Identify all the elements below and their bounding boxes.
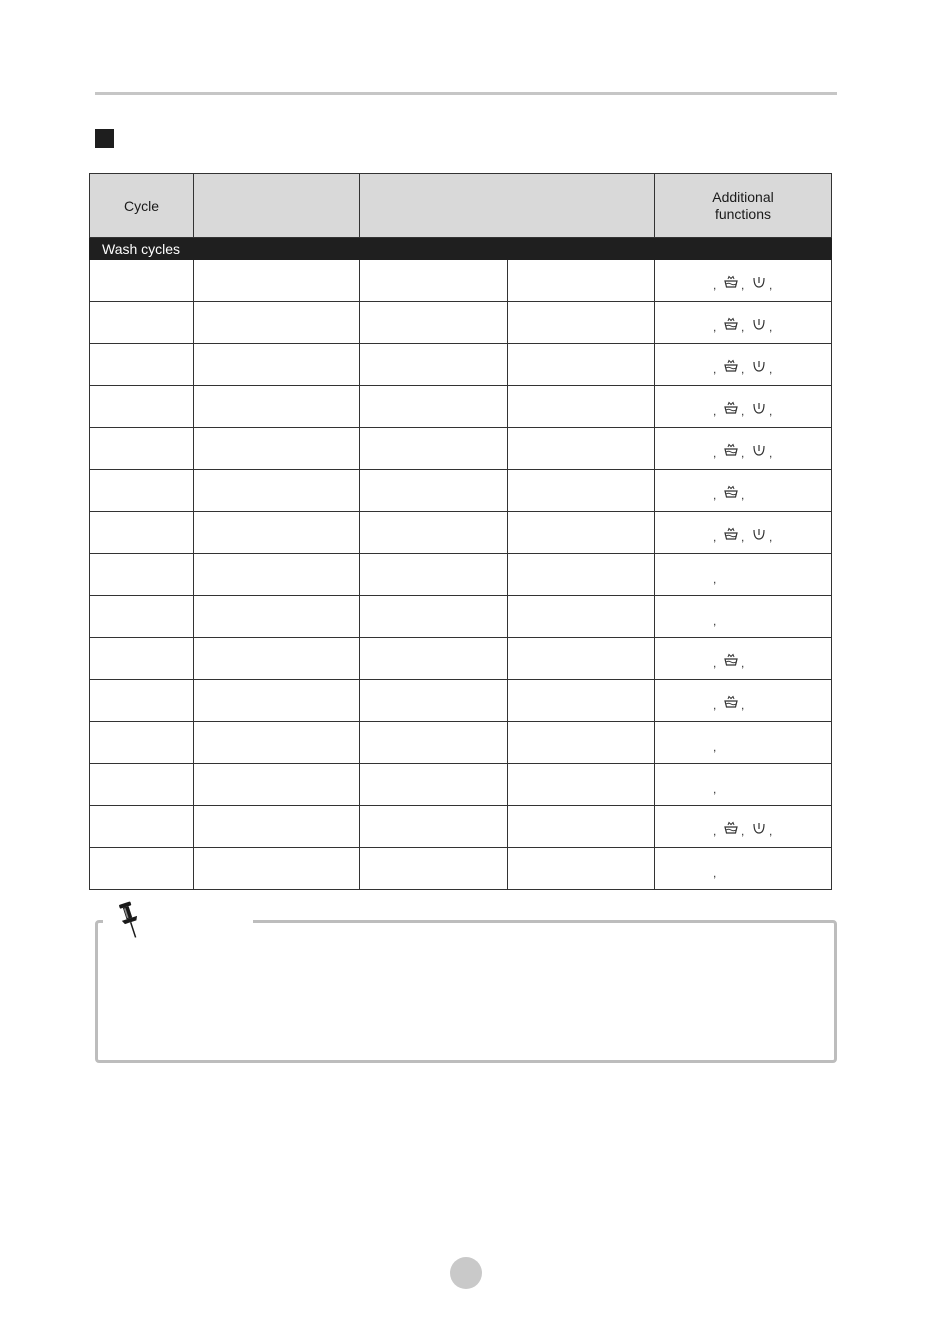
separator-comma: ,: [713, 782, 717, 796]
separator-comma: ,: [741, 362, 745, 376]
table-cell: [194, 806, 360, 848]
separator-comma: ,: [741, 656, 745, 670]
header-cycle: Cycle: [90, 174, 194, 238]
table-cell: [508, 386, 655, 428]
prewash-icon: [723, 401, 739, 415]
table-cell: [360, 722, 508, 764]
table-cell: [508, 848, 655, 890]
separator-comma: ,: [741, 278, 745, 292]
timer-icon: [751, 443, 767, 457]
table-cell: [508, 344, 655, 386]
prewash-icon: [723, 443, 739, 457]
table-cell: [194, 386, 360, 428]
separator-comma: ,: [741, 446, 745, 460]
section-row-wash-cycles: [90, 238, 832, 260]
additional-functions-cell: [655, 428, 832, 470]
table-row: [90, 344, 832, 386]
table-cell: [508, 596, 655, 638]
table-cell: [194, 848, 360, 890]
table-cell: [194, 428, 360, 470]
table-row: [90, 260, 832, 302]
prewash-icon: [723, 527, 739, 541]
table-row: [90, 764, 832, 806]
table-cell: [90, 344, 194, 386]
timer-icon: [751, 359, 767, 373]
table-row: [90, 386, 832, 428]
table-row: [90, 512, 832, 554]
separator-comma: ,: [741, 320, 745, 334]
section-marker-square: [95, 129, 114, 148]
table-cell: [360, 638, 508, 680]
table-cell: [90, 302, 194, 344]
separator-comma: ,: [713, 278, 717, 292]
table-cell: [508, 302, 655, 344]
table-cell: [508, 512, 655, 554]
table-cell: [360, 470, 508, 512]
additional-functions-cell: [655, 554, 832, 596]
timer-icon: [751, 821, 767, 835]
separator-comma: ,: [769, 320, 773, 334]
separator-comma: ,: [769, 362, 773, 376]
section-label: Wash cycles: [90, 238, 832, 260]
table-row: [90, 596, 832, 638]
table-cell: [90, 806, 194, 848]
timer-icon: [751, 317, 767, 331]
table-cell: [508, 554, 655, 596]
header-col2: [194, 174, 360, 238]
separator-comma: ,: [713, 866, 717, 880]
table-cell: [194, 722, 360, 764]
table-cell: [194, 512, 360, 554]
table-cell: [194, 344, 360, 386]
separator-comma: ,: [741, 824, 745, 838]
table-cell: [90, 722, 194, 764]
table-cell: [508, 722, 655, 764]
separator-comma: ,: [713, 698, 717, 712]
table-cell: [360, 428, 508, 470]
table-row: [90, 638, 832, 680]
separator-comma: ,: [713, 572, 717, 586]
table-cell: [360, 806, 508, 848]
table-cell: [90, 848, 194, 890]
additional-functions-cell: [655, 386, 832, 428]
separator-comma: ,: [713, 614, 717, 628]
table-row: [90, 722, 832, 764]
additional-functions-cell: [655, 596, 832, 638]
table-cell: [194, 596, 360, 638]
separator-comma: ,: [713, 656, 717, 670]
additional-functions-cell: [655, 764, 832, 806]
separator-comma: ,: [741, 530, 745, 544]
table-cell: [90, 596, 194, 638]
separator-comma: ,: [741, 698, 745, 712]
additional-functions-cell: [655, 722, 832, 764]
table-cell: [360, 554, 508, 596]
table-cell: [360, 680, 508, 722]
table-cell: [360, 512, 508, 554]
prewash-icon: [723, 485, 739, 499]
separator-comma: ,: [769, 278, 773, 292]
table-cell: [194, 680, 360, 722]
table-cell: [508, 764, 655, 806]
separator-comma: ,: [741, 404, 745, 418]
table-cell: [90, 764, 194, 806]
table-cell: [90, 638, 194, 680]
table-cell: [508, 428, 655, 470]
table-row: [90, 428, 832, 470]
table-cell: [508, 680, 655, 722]
table-cell: [508, 470, 655, 512]
separator-comma: ,: [713, 404, 717, 418]
additional-functions-cell: [655, 512, 832, 554]
header-additional-functions: Additional functions: [655, 174, 832, 238]
table-cell: [90, 470, 194, 512]
table-row: [90, 806, 832, 848]
header-col3: [360, 174, 655, 238]
table-cell: [194, 554, 360, 596]
program-table: [89, 173, 832, 890]
prewash-icon: [723, 821, 739, 835]
table-row: [90, 554, 832, 596]
separator-comma: ,: [769, 824, 773, 838]
separator-comma: ,: [713, 446, 717, 460]
table-cell: [360, 596, 508, 638]
additional-functions-cell: [655, 470, 832, 512]
prewash-icon: [723, 275, 739, 289]
table-cell: [90, 428, 194, 470]
table-cell: [194, 470, 360, 512]
table-cell: [90, 260, 194, 302]
separator-comma: ,: [713, 740, 717, 754]
additional-functions-cell: [655, 344, 832, 386]
page-number-circle: [450, 1257, 482, 1289]
additional-functions-cell: [655, 302, 832, 344]
table-cell: [360, 386, 508, 428]
additional-functions-cell: [655, 260, 832, 302]
timer-icon: [751, 275, 767, 289]
separator-comma: ,: [741, 488, 745, 502]
table-cell: [194, 764, 360, 806]
separator-comma: ,: [769, 530, 773, 544]
separator-comma: ,: [769, 404, 773, 418]
timer-icon: [751, 401, 767, 415]
separator-comma: ,: [713, 824, 717, 838]
table-cell: [508, 806, 655, 848]
table-row: [90, 302, 832, 344]
table-cell: [90, 554, 194, 596]
separator-comma: ,: [769, 446, 773, 460]
table-cell: [90, 512, 194, 554]
separator-comma: ,: [713, 530, 717, 544]
table-cell: [508, 260, 655, 302]
table-cell: [360, 764, 508, 806]
prewash-icon: [723, 359, 739, 373]
separator-comma: ,: [713, 488, 717, 502]
table-cell: [360, 848, 508, 890]
separator-comma: ,: [713, 320, 717, 334]
table-cell: [194, 638, 360, 680]
prewash-icon: [723, 317, 739, 331]
table-row: [90, 470, 832, 512]
pushpin-icon: [118, 900, 144, 940]
note-box: [95, 920, 837, 1063]
additional-functions-cell: [655, 680, 832, 722]
table-cell: [194, 302, 360, 344]
table-row: [90, 848, 832, 890]
top-rule: [95, 92, 837, 95]
table-cell: [360, 302, 508, 344]
table-cell: [360, 344, 508, 386]
prewash-icon: [723, 695, 739, 709]
additional-functions-cell: [655, 638, 832, 680]
additional-functions-cell: [655, 848, 832, 890]
table-cell: [508, 638, 655, 680]
table-header-row: [90, 174, 832, 238]
prewash-icon: [723, 653, 739, 667]
table-row: [90, 680, 832, 722]
table-cell: [90, 386, 194, 428]
separator-comma: ,: [713, 362, 717, 376]
timer-icon: [751, 527, 767, 541]
additional-functions-cell: [655, 806, 832, 848]
table-cell: [90, 680, 194, 722]
table-cell: [194, 260, 360, 302]
table-cell: [360, 260, 508, 302]
